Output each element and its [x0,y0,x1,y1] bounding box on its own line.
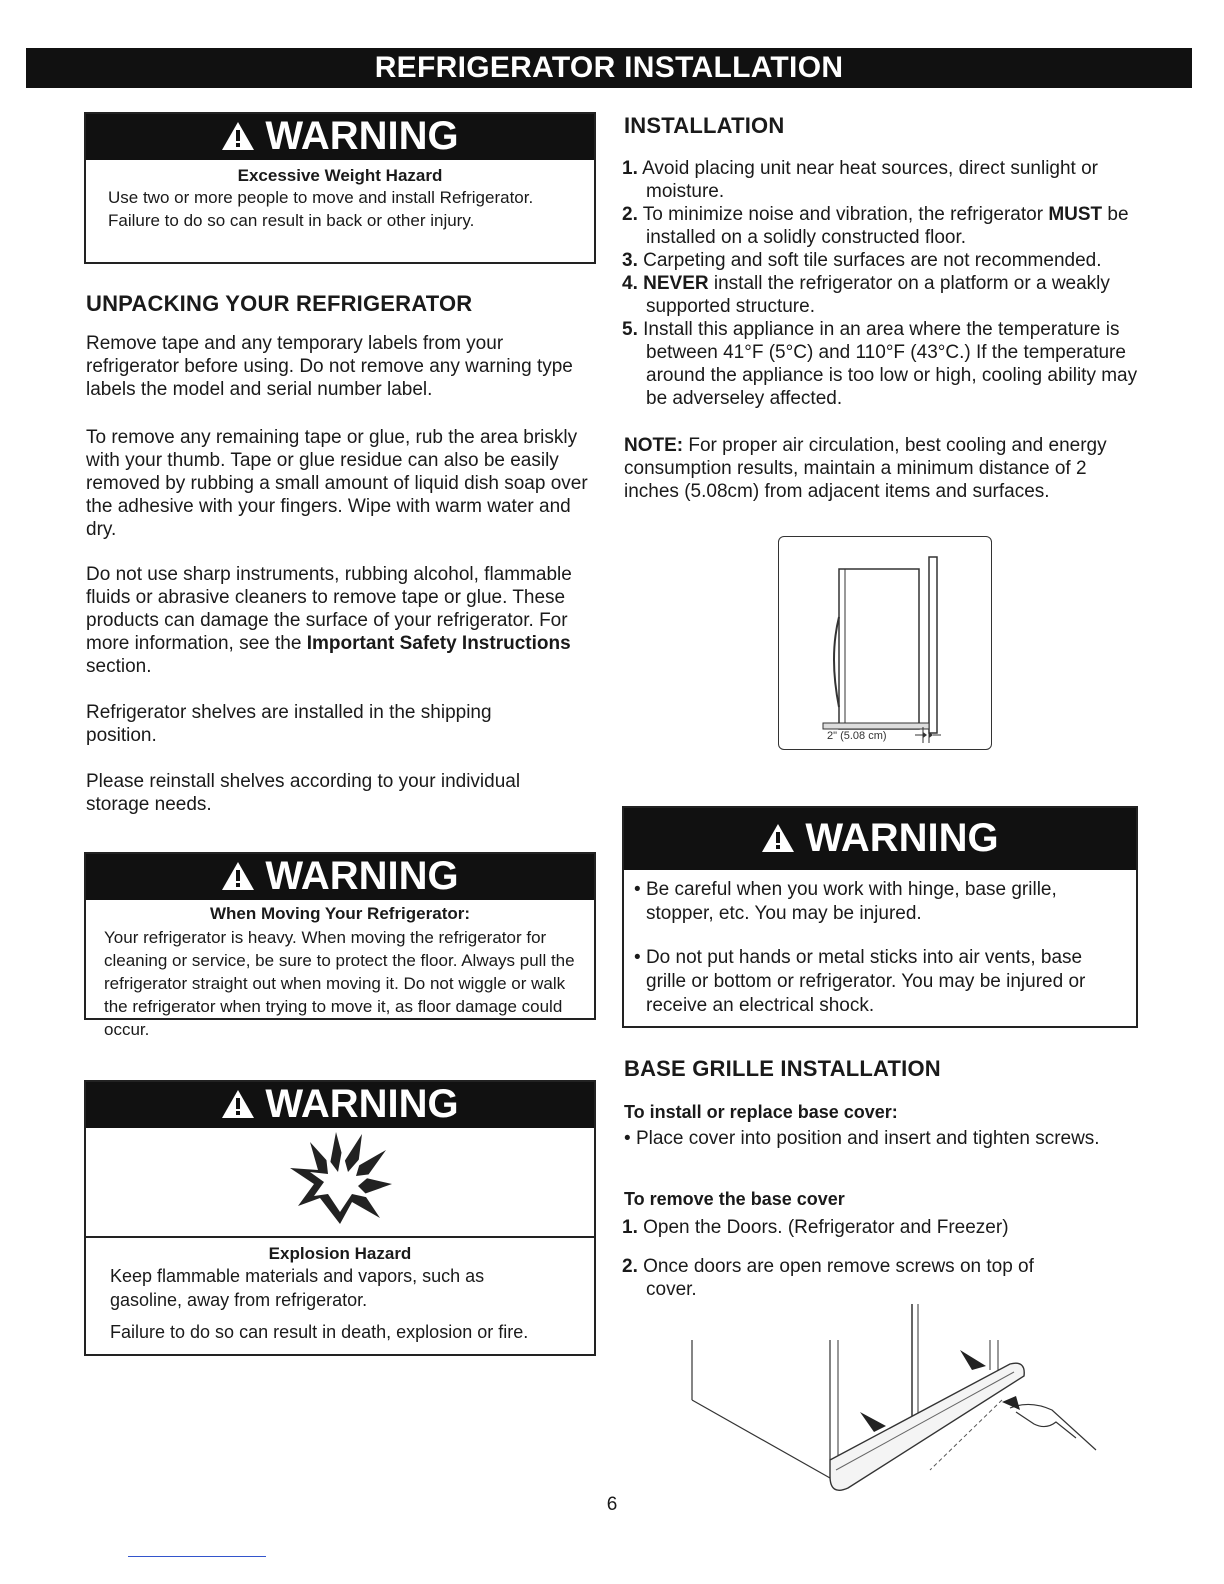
list-number: 3. [622,250,638,271]
bullet-text: Do not put hands or metal sticks into air vents, base grille or bottom or refrigerator. You may be injured or receive an electrical shock. [645,947,1086,1017]
list-text: Once doors are open remove screws on top of cover. [643,1256,1034,1300]
note-paragraph [624,434,1134,503]
warning-triangle-icon [221,856,255,900]
bullet-icon: • [634,947,641,969]
list-number: 4. [622,273,638,294]
warning-title: WARNING [265,1082,459,1126]
warning-text: Failure to do so can result in death, explosion or fire. [110,1322,529,1343]
list-item [622,249,1152,272]
list-number: 2. [622,204,638,225]
base-cover-diagram [680,1300,1110,1500]
paragraph [86,563,602,678]
warning-box-moving [84,852,596,1040]
warning-text: Failure to do so can result in back or other injury. [108,211,475,231]
warning-text: Your refrigerator is heavy. When moving the refrigerator for cleaning or service, be sure to protect the floor. Always pull the refrigerator straight out when moving it. Do not wiggle or walk the refrigerator when trying to move it, as floor damage could occur. [104,928,575,1040]
warning-title: WARNING [265,854,459,898]
paragraph-text: section. [86,656,152,677]
warning-text: Keep flammable materials and vapors, such as gasoline, away from refrigerator. [110,1266,485,1311]
list-text: Carpeting and soft tile surfaces are not recommended. [643,250,1102,271]
warning-bullet [624,870,1136,926]
warning-text: Use two or more people to move and install Refrigerator. [108,188,534,208]
warning-triangle-icon [221,116,255,160]
list-bold: MUST [1048,204,1103,225]
paragraph: Please reinstall shelves according to your individual storage needs. [86,771,521,815]
warning-subtitle: Explosion Hazard [268,1244,412,1264]
list-item [622,203,1152,249]
bullet-text: Place cover into position and insert and tighten screws. [635,1128,1100,1149]
clearance-diagram [778,536,992,750]
list-text: To minimize noise and vibration, the refrigerator [642,204,1049,225]
list-text: install the refrigerator on a platform or a weakly supported structure. [646,273,1110,317]
install-bullet [624,1127,1110,1151]
paragraph-bold: Important Safety Instructions [306,633,571,654]
bullet-text: Be careful when you work with hinge, base grille, stopper, etc. You may be injured. [645,879,1057,925]
warning-subtitle: When Moving Your Refrigerator: [209,904,471,924]
warning-triangle-icon [221,1084,255,1128]
page-banner: REFRIGERATOR INSTALLATION [26,48,1192,88]
list-text: Install this appliance in an area where the temperature is between 41°F (5°C) and 110°F (43°C.) If the temperature around the appliance is too low or high, cooling ability may be adverseley affected. [643,319,1138,409]
warning-triangle-icon [761,810,795,870]
list-number: 5. [622,319,638,340]
warning-header [624,808,1136,870]
warning-subtitle: Excessive Weight Hazard [237,166,443,186]
list-item [622,157,1152,203]
note-text: For proper air circulation, best cooling and energy consumption results, maintain a minimum distance of 2 inches (5.08cm) from adjacent items and surfaces. [624,435,1107,502]
list-number: 2. [622,1256,638,1277]
page-number: 6 [606,1494,618,1515]
clearance-label: 2" (5.08 cm) [827,730,887,742]
paragraph: Refrigerator shelves are installed in the shipping position. [86,702,492,746]
list-text: Open the Doors. (Refrigerator and Freezer) [643,1217,1009,1238]
subheading-remove: To remove the base cover [624,1189,845,1209]
warning-header [86,854,594,900]
warning-header [86,1082,594,1128]
warning-box-hinge [622,806,1138,1028]
warning-box-explosion [84,1080,596,1356]
warning-box-weight [84,112,596,264]
paragraph-text: Do not use sharp instruments, rubbing alcohol, flammable fluids or abrasive cleaners to remove tape or glue. These products can damage the surface of your refrigerator. For more information, see the [86,564,572,654]
paragraph: Remove tape and any temporary labels from your refrigerator before using. Do not remove any warning type labels the model and serial number label. [86,333,573,400]
note-label: NOTE: [624,435,684,456]
list-item [622,1216,1126,1239]
paragraph: To remove any remaining tape or glue, rub the area briskly with your thumb. Tape or glue residue can also be easily removed by rubbing a small amount of liquid dish soap over the adhesive with your fingers. Wipe with warm water and dry. [86,427,588,540]
section-heading-installation: INSTALLATION [624,113,785,138]
subheading-install: To install or replace base cover: [624,1102,898,1122]
installation-list [622,157,1152,410]
footer-rule [128,1556,266,1557]
warning-title: WARNING [805,816,999,860]
section-heading-unpacking: UNPACKING YOUR REFRIGERATOR [86,291,473,316]
list-text: be installed on a solidly constructed floor. [646,204,1129,248]
warning-title: WARNING [265,114,459,158]
list-number: 1. [622,158,638,179]
warning-header [86,114,594,160]
list-item [622,272,1152,318]
list-number: 1. [622,1217,638,1238]
list-text: Avoid placing unit near heat sources, direct sunlight or moisture. [642,158,1099,202]
list-bold: NEVER [643,273,709,294]
section-heading-base-grille: BASE GRILLE INSTALLATION [624,1056,941,1081]
list-item [622,1255,1086,1301]
warning-bullet [624,926,1136,1018]
list-item [622,318,1152,410]
explosion-icon [86,1128,594,1238]
bullet-icon: • [624,1128,631,1149]
bullet-icon: • [634,879,641,901]
